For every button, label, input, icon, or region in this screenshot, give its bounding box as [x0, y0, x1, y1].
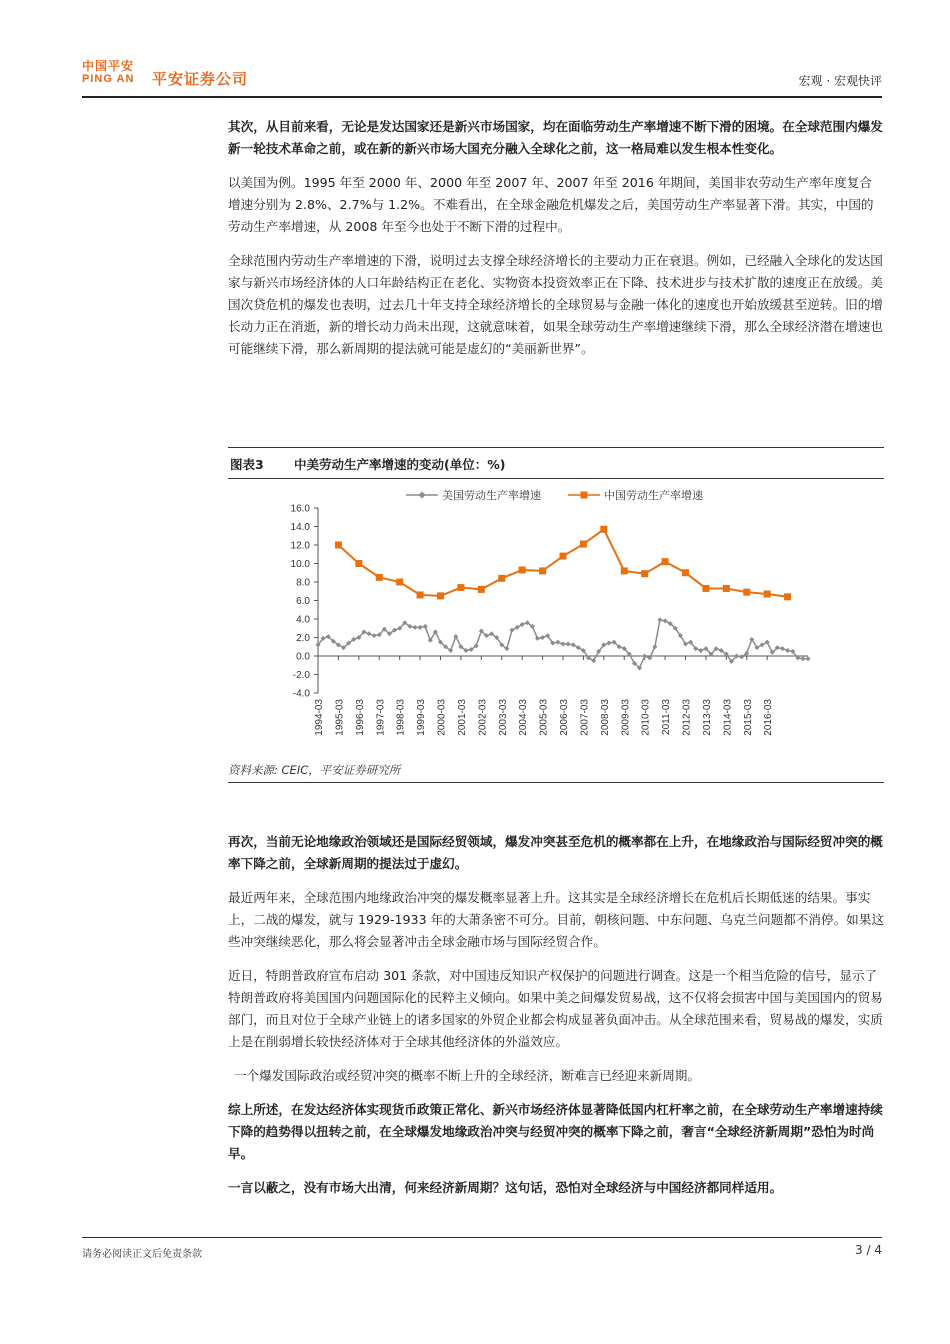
x-tick-label: 2011-03 — [661, 699, 673, 735]
paragraph-1: 其次，从目前来看，无论是发达国家还是新兴市场国家，均在面临劳动生产率增速不断下滑的困境。在全球范围内爆发新一轮技术革命之前，或在新的新兴市场大国充分融入全球化之前，这一格局难以发生根本性变化。 — [228, 119, 883, 156]
x-tick-label: 2000-03 — [436, 699, 448, 736]
paragraph-9: 一言以蔽之，没有市场大出清，何来经济新周期？这句话，恐怕对全球经济与中国经济都同样适用。 — [228, 1180, 783, 1195]
cn-data-point — [539, 567, 546, 574]
us-data-point — [806, 656, 811, 661]
y-tick-label: -4.0 — [292, 688, 310, 700]
paragraph-5: 最近两年来，全球范围内地缘政治冲突的爆发概率显著上升。这其实是全球经济增长在危机后长期低迷的结果。事实上，二战的爆发，就与 1929-1933 年的大萧条密不可分。目前，朝核问题、中东问题、乌克兰问题都不消停。如果这些冲突继续恶化，那么将会显著冲击全球金融市场与国际经贸合作。 — [228, 890, 884, 949]
us-data-point — [800, 656, 805, 661]
cn-data-point — [784, 593, 791, 600]
paragraph-7: 一个爆发国际政治或经贸冲突的概率不断上升的全球经济，断难言已经迎来新周期。 — [234, 1068, 700, 1083]
cn-data-point — [662, 558, 669, 565]
x-tick-label: 2008-03 — [599, 699, 611, 736]
y-tick-label: 12.0 — [290, 540, 310, 552]
x-tick-label: 2007-03 — [579, 699, 591, 736]
paragraph-2: 以美国为例。1995 年至 2000 年、2000 年至 2007 年、2007 年至 2016 年期间，美国非农劳动生产率年度复合增速分别为 2.8%、2.7%与 1.2%。不难看出，在全球金融危机爆发之后，美国劳动生产率显著下滑。其实，中国的劳动生产率增速，从 2008 年至今也处于不断下滑的过程中。 — [228, 175, 874, 234]
us-data-point — [642, 654, 647, 659]
cn-data-point — [641, 570, 648, 577]
us-data-point — [785, 648, 790, 653]
cn-data-point — [580, 541, 587, 548]
body-upper — [228, 116, 884, 360]
legend-cn-label: 中国劳动生产率增速 — [604, 490, 703, 502]
x-tick-label: 2013-03 — [701, 699, 713, 736]
y-tick-label: 14.0 — [290, 522, 310, 533]
logo-english: PING AN — [82, 73, 135, 85]
y-tick-label: -2.0 — [292, 670, 310, 681]
us-data-point — [606, 641, 611, 646]
cn-data-point — [621, 567, 628, 574]
x-tick-label: 1996-03 — [354, 699, 366, 736]
labor-productivity-chart — [228, 478, 884, 760]
cn-data-point — [396, 579, 403, 586]
us-data-point — [535, 636, 540, 641]
x-tick-label: 2001-03 — [456, 699, 468, 736]
cn-data-point — [764, 591, 771, 598]
cn-data-point — [417, 591, 424, 598]
chart-axes — [291, 504, 808, 736]
us-data-point — [367, 631, 372, 636]
source-text: 资料来源: CEIC，平安证券研究所 — [228, 763, 401, 777]
paragraph-3: 全球范围内劳动生产率增速的下滑，说明过去支撑全球经济增长的主要动力正在衰退。例如，已经融入全球化的发达国家与新兴市场经济体的人口年龄结构正在老化、实物资本投资效率正在下降、技术进步与技术扩散的速度正在放缓。美国次贷危机的爆发也表明，过去几十年支持全球经济增长的全球贸易与金融一体化的速度也开始放缓甚至逆转。旧的增长动力正在消逝，新的增长动力尚未出现，这就意味着，如果全球劳动生产率增速继续下滑，那么全球经济潜在增速也可能继续下滑，那么新周期的提法就可能是虚幻的“美丽新世界”。 — [228, 253, 883, 356]
cn-data-point — [376, 574, 383, 581]
legend-us-marker — [419, 492, 426, 499]
x-tick-label: 1997-03 — [375, 699, 387, 736]
y-tick-label: 2.0 — [296, 633, 310, 644]
us-data-point — [453, 634, 458, 639]
figure-source — [228, 762, 884, 783]
y-tick-label: 16.0 — [290, 503, 310, 515]
us-data-point — [540, 635, 545, 640]
cn-data-point — [457, 584, 464, 591]
us-data-point — [652, 644, 657, 649]
y-tick-label: 10.0 — [290, 559, 310, 570]
us-data-point — [780, 646, 785, 651]
x-tick-label: 1998-03 — [395, 699, 407, 736]
footer-disclaimer: 请务必阅读正文后免责条款 — [82, 1249, 202, 1260]
body-lower — [228, 831, 884, 1199]
cn-data-point — [682, 569, 689, 576]
cn-data-point — [600, 526, 607, 533]
x-tick-label: 2014-03 — [722, 699, 734, 736]
chart-svg — [228, 478, 884, 760]
legend-us-label: 美国劳动生产率增速 — [442, 490, 541, 502]
logo-chinese: 中国平安 — [82, 59, 135, 73]
x-tick-label: 2005-03 — [538, 699, 550, 736]
page-header — [82, 60, 882, 102]
x-tick-label: 2015-03 — [742, 699, 754, 736]
paragraph-8: 综上所述，在发达经济体实现货币政策正常化、新兴市场经济体显著降低国内杠杆率之前，在全球劳动生产率增速持续下降的趋势得以扭转之前，在全球爆发地缘政治冲突与经贸冲突的概率下降之前，奢言“全球经济新周期”恐怕为时尚早。 — [228, 1102, 883, 1161]
cn-data-point — [355, 560, 362, 567]
company-name: 平安证券公司 — [152, 70, 249, 88]
figure-title: 中美劳动生产率增速的变动(单位：%) — [294, 457, 506, 472]
y-tick-label: 4.0 — [296, 614, 310, 626]
cn-data-point — [519, 566, 526, 573]
cn-data-point — [723, 585, 730, 592]
cn-data-point — [743, 589, 750, 596]
us-data-point — [372, 633, 377, 638]
x-tick-label: 2016-03 — [763, 699, 775, 736]
page-number: 3 / 4 — [855, 1243, 882, 1257]
us-data-point — [657, 617, 662, 622]
us-data-point — [561, 641, 566, 646]
chart-legend — [406, 488, 703, 502]
us-data-point — [555, 640, 560, 645]
paragraph-4: 再次，当前无论地缘政治领域还是国际经贸领域，爆发冲突甚至危机的概率都在上升，在地缘政治与国际经贸冲突的概率下降之前，全球新周期的提法过于虚幻。 — [228, 834, 883, 871]
us-data-point — [566, 641, 571, 646]
y-tick-label: 8.0 — [296, 577, 310, 589]
figure-number: 图表3 — [230, 457, 264, 472]
footer-divider — [82, 1237, 882, 1238]
cn-data-point — [498, 575, 505, 582]
cn-data-point — [437, 592, 444, 599]
us-data-point — [423, 624, 428, 629]
x-tick-label: 2003-03 — [497, 699, 509, 736]
y-tick-label: 0.0 — [296, 651, 310, 663]
us-data-point — [698, 648, 703, 653]
x-tick-label: 2002-03 — [477, 699, 489, 736]
x-tick-label: 1995-03 — [334, 699, 346, 736]
x-tick-label: 1999-03 — [416, 699, 428, 736]
x-tick-label: 1994-03 — [314, 699, 325, 736]
paragraph-6: 近日，特朗普政府宣布启动 301 条款，对中国违反知识产权保护的问题进行调查。这是一个相当危险的信号，显示了特朗普政府将美国国内问题国际化的民粹主义倾向。如果中美之间爆发贸易战，这不仅将会损害中国与美国国内的贸易部门，而且对位于全球产业链上的诸多国家的外贸企业都会构成显著负面冲击。从全球范围来看，贸易战的爆发，实质上是在削弱增长较快经济体对于全球其他经济体的外溢效应。 — [228, 968, 883, 1049]
legend-cn-marker — [581, 492, 588, 499]
section-label: 宏观 · 宏观快评 — [798, 74, 882, 88]
cn-data-point — [560, 553, 567, 560]
cn-series-line — [338, 529, 787, 597]
y-tick-label: 6.0 — [296, 596, 310, 607]
us-data-point — [418, 625, 423, 630]
x-tick-label: 2012-03 — [681, 699, 693, 736]
header-divider — [82, 96, 882, 98]
x-tick-label: 2010-03 — [640, 699, 652, 736]
ping-an-logo — [82, 60, 134, 85]
x-tick-label: 2009-03 — [620, 699, 632, 736]
cn-data-point — [478, 586, 485, 593]
chart-plot — [316, 526, 811, 671]
us-data-point — [412, 625, 417, 630]
x-tick-label: 2006-03 — [559, 699, 570, 736]
cn-data-point — [702, 585, 709, 592]
x-tick-label: 2004-03 — [518, 699, 530, 736]
figure-title-bar — [228, 447, 884, 479]
cn-data-point — [335, 542, 342, 549]
